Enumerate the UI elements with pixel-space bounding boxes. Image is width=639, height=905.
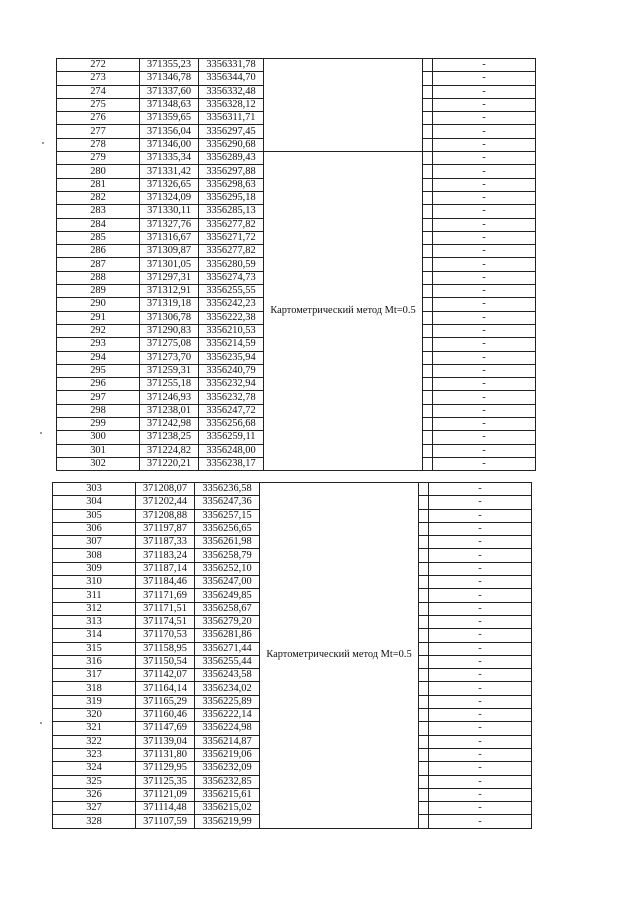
coordinate-x: 371150,54 bbox=[136, 655, 195, 668]
column-gap bbox=[423, 245, 433, 258]
column-gap bbox=[419, 629, 429, 642]
point-number: 286 bbox=[57, 245, 140, 258]
coordinate-y: 3356331,78 bbox=[199, 59, 264, 72]
accuracy-value: - bbox=[429, 788, 532, 801]
accuracy-value: - bbox=[429, 735, 532, 748]
coordinate-x: 371337,60 bbox=[140, 85, 199, 98]
accuracy-value: - bbox=[433, 165, 536, 178]
coordinate-y: 3356214,59 bbox=[199, 338, 264, 351]
accuracy-value: - bbox=[429, 762, 532, 775]
accuracy-value: - bbox=[429, 602, 532, 615]
coordinate-x: 371164,14 bbox=[136, 682, 195, 695]
coordinate-y: 3356259,11 bbox=[199, 431, 264, 444]
coordinate-x: 371147,69 bbox=[136, 722, 195, 735]
accuracy-value: - bbox=[433, 85, 536, 98]
coordinate-x: 371316,67 bbox=[140, 231, 199, 244]
point-number: 289 bbox=[57, 285, 140, 298]
coordinate-x: 371356,04 bbox=[140, 125, 199, 138]
scan-speck bbox=[40, 722, 42, 724]
point-number: 288 bbox=[57, 271, 140, 284]
column-gap bbox=[419, 509, 429, 522]
point-number: 282 bbox=[57, 191, 140, 204]
coordinate-y: 3356255,55 bbox=[199, 285, 264, 298]
column-gap bbox=[423, 271, 433, 284]
column-gap bbox=[423, 191, 433, 204]
accuracy-value: - bbox=[433, 245, 536, 258]
accuracy-value: - bbox=[433, 205, 536, 218]
coordinate-x: 371183,24 bbox=[136, 549, 195, 562]
accuracy-value: - bbox=[429, 496, 532, 509]
coordinate-x: 371158,95 bbox=[136, 642, 195, 655]
accuracy-value: - bbox=[429, 655, 532, 668]
point-number: 302 bbox=[57, 457, 140, 470]
coordinate-y: 3356248,00 bbox=[199, 444, 264, 457]
column-gap bbox=[419, 709, 429, 722]
point-number: 305 bbox=[53, 509, 136, 522]
accuracy-value: - bbox=[429, 536, 532, 549]
accuracy-value: - bbox=[433, 72, 536, 85]
coordinate-x: 371238,25 bbox=[140, 431, 199, 444]
point-number: 292 bbox=[57, 324, 140, 337]
point-number: 281 bbox=[57, 178, 140, 191]
coordinate-x: 371238,01 bbox=[140, 404, 199, 417]
coordinate-y: 3356215,02 bbox=[195, 802, 260, 815]
point-number: 275 bbox=[57, 98, 140, 111]
coordinate-y: 3356295,18 bbox=[199, 191, 264, 204]
accuracy-value: - bbox=[429, 682, 532, 695]
coordinate-x: 371242,98 bbox=[140, 418, 199, 431]
column-gap bbox=[419, 735, 429, 748]
point-number: 273 bbox=[57, 72, 140, 85]
coordinate-y: 3356297,45 bbox=[199, 125, 264, 138]
coordinate-y: 3356277,82 bbox=[199, 245, 264, 258]
point-number: 317 bbox=[53, 669, 136, 682]
column-gap bbox=[419, 762, 429, 775]
table-row bbox=[57, 152, 536, 165]
column-gap bbox=[419, 483, 429, 496]
coordinate-y: 3356311,71 bbox=[199, 112, 264, 125]
point-number: 299 bbox=[57, 418, 140, 431]
coordinate-y: 3356280,59 bbox=[199, 258, 264, 271]
point-number: 311 bbox=[53, 589, 136, 602]
method-cell: Картометрический метод Mt=0.5 bbox=[264, 152, 423, 471]
coordinate-x: 371142,07 bbox=[136, 669, 195, 682]
accuracy-value: - bbox=[429, 615, 532, 628]
column-gap bbox=[419, 589, 429, 602]
coordinate-y: 3356234,02 bbox=[195, 682, 260, 695]
point-number: 297 bbox=[57, 391, 140, 404]
accuracy-value: - bbox=[429, 815, 532, 828]
point-number: 316 bbox=[53, 655, 136, 668]
accuracy-value: - bbox=[429, 709, 532, 722]
accuracy-value: - bbox=[433, 404, 536, 417]
column-gap bbox=[423, 364, 433, 377]
point-number: 328 bbox=[53, 815, 136, 828]
coordinate-y: 3356332,48 bbox=[199, 85, 264, 98]
coordinate-y: 3356271,72 bbox=[199, 231, 264, 244]
coordinate-x: 371309,87 bbox=[140, 245, 199, 258]
column-gap bbox=[419, 722, 429, 735]
coordinate-x: 371297,31 bbox=[140, 271, 199, 284]
column-gap bbox=[419, 802, 429, 815]
column-gap bbox=[419, 536, 429, 549]
scan-speck bbox=[42, 142, 44, 144]
column-gap bbox=[423, 404, 433, 417]
coordinate-y: 3356210,53 bbox=[199, 324, 264, 337]
point-number: 279 bbox=[57, 152, 140, 165]
accuracy-value: - bbox=[429, 722, 532, 735]
accuracy-value: - bbox=[433, 125, 536, 138]
coordinate-x: 371197,87 bbox=[136, 522, 195, 535]
coordinate-x: 371170,53 bbox=[136, 629, 195, 642]
coordinate-y: 3356258,79 bbox=[195, 549, 260, 562]
column-gap bbox=[423, 378, 433, 391]
coordinate-x: 371165,29 bbox=[136, 695, 195, 708]
point-number: 274 bbox=[57, 85, 140, 98]
accuracy-value: - bbox=[433, 98, 536, 111]
column-gap bbox=[423, 285, 433, 298]
point-number: 284 bbox=[57, 218, 140, 231]
accuracy-value: - bbox=[429, 695, 532, 708]
accuracy-value: - bbox=[433, 431, 536, 444]
coordinate-x: 371312,91 bbox=[140, 285, 199, 298]
accuracy-value: - bbox=[433, 271, 536, 284]
coordinate-y: 3356219,99 bbox=[195, 815, 260, 828]
accuracy-value: - bbox=[433, 457, 536, 470]
column-gap bbox=[423, 152, 433, 165]
column-gap bbox=[419, 815, 429, 828]
accuracy-value: - bbox=[429, 509, 532, 522]
coordinate-y: 3356249,85 bbox=[195, 589, 260, 602]
coordinate-y: 3356257,15 bbox=[195, 509, 260, 522]
coordinate-y: 3356232,78 bbox=[199, 391, 264, 404]
coordinate-y: 3356232,94 bbox=[199, 378, 264, 391]
point-number: 304 bbox=[53, 496, 136, 509]
coordinate-x: 371208,88 bbox=[136, 509, 195, 522]
column-gap bbox=[419, 562, 429, 575]
column-gap bbox=[423, 178, 433, 191]
coordinate-x: 371246,93 bbox=[140, 391, 199, 404]
point-number: 307 bbox=[53, 536, 136, 549]
coordinate-x: 371324,09 bbox=[140, 191, 199, 204]
column-gap bbox=[419, 788, 429, 801]
coordinate-x: 371187,33 bbox=[136, 536, 195, 549]
coordinate-y: 3356258,67 bbox=[195, 602, 260, 615]
table-row bbox=[53, 483, 532, 496]
coordinate-x: 371327,76 bbox=[140, 218, 199, 231]
coordinate-y: 3356225,89 bbox=[195, 695, 260, 708]
lower-table-body bbox=[53, 483, 532, 829]
point-number: 322 bbox=[53, 735, 136, 748]
coordinate-y: 3356242,23 bbox=[199, 298, 264, 311]
accuracy-value: - bbox=[429, 483, 532, 496]
column-gap bbox=[423, 351, 433, 364]
point-number: 313 bbox=[53, 615, 136, 628]
accuracy-value: - bbox=[433, 298, 536, 311]
coordinate-x: 371346,78 bbox=[140, 72, 199, 85]
coordinate-x: 371306,78 bbox=[140, 311, 199, 324]
coordinate-y: 3356252,10 bbox=[195, 562, 260, 575]
point-number: 278 bbox=[57, 138, 140, 151]
coordinate-x: 371129,95 bbox=[136, 762, 195, 775]
coordinate-x: 371121,09 bbox=[136, 788, 195, 801]
point-number: 277 bbox=[57, 125, 140, 138]
column-gap bbox=[423, 298, 433, 311]
accuracy-value: - bbox=[433, 324, 536, 337]
point-number: 310 bbox=[53, 576, 136, 589]
coordinate-x: 371301,05 bbox=[140, 258, 199, 271]
coordinate-x: 371259,31 bbox=[140, 364, 199, 377]
coordinate-y: 3356222,14 bbox=[195, 709, 260, 722]
coordinate-y: 3356271,44 bbox=[195, 642, 260, 655]
accuracy-value: - bbox=[433, 178, 536, 191]
accuracy-value: - bbox=[433, 311, 536, 324]
point-number: 300 bbox=[57, 431, 140, 444]
point-number: 314 bbox=[53, 629, 136, 642]
column-gap bbox=[419, 602, 429, 615]
coordinate-x: 371139,04 bbox=[136, 735, 195, 748]
point-number: 290 bbox=[57, 298, 140, 311]
point-number: 295 bbox=[57, 364, 140, 377]
coordinate-y: 3356247,00 bbox=[195, 576, 260, 589]
coordinate-x: 371331,42 bbox=[140, 165, 199, 178]
coordinate-y: 3356247,72 bbox=[199, 404, 264, 417]
column-gap bbox=[423, 165, 433, 178]
point-number: 315 bbox=[53, 642, 136, 655]
coordinate-x: 371220,21 bbox=[140, 457, 199, 470]
coordinate-x: 371171,51 bbox=[136, 602, 195, 615]
accuracy-value: - bbox=[429, 549, 532, 562]
coordinate-x: 371290,83 bbox=[140, 324, 199, 337]
point-number: 276 bbox=[57, 112, 140, 125]
accuracy-value: - bbox=[433, 138, 536, 151]
coordinate-y: 3356215,61 bbox=[195, 788, 260, 801]
column-gap bbox=[419, 682, 429, 695]
column-gap bbox=[423, 85, 433, 98]
coordinate-x: 371275,08 bbox=[140, 338, 199, 351]
coordinates-table-lower bbox=[52, 482, 532, 829]
column-gap bbox=[423, 311, 433, 324]
accuracy-value: - bbox=[429, 775, 532, 788]
table-row bbox=[57, 59, 536, 72]
point-number: 287 bbox=[57, 258, 140, 271]
coordinate-y: 3356232,09 bbox=[195, 762, 260, 775]
point-number: 318 bbox=[53, 682, 136, 695]
coordinate-y: 3356277,82 bbox=[199, 218, 264, 231]
accuracy-value: - bbox=[433, 191, 536, 204]
coordinate-y: 3356256,68 bbox=[199, 418, 264, 431]
column-gap bbox=[423, 231, 433, 244]
column-gap bbox=[419, 522, 429, 535]
coordinate-y: 3356224,98 bbox=[195, 722, 260, 735]
coordinate-y: 3356281,86 bbox=[195, 629, 260, 642]
coordinate-y: 3356274,73 bbox=[199, 271, 264, 284]
accuracy-value: - bbox=[433, 59, 536, 72]
accuracy-value: - bbox=[433, 231, 536, 244]
column-gap bbox=[423, 112, 433, 125]
point-number: 319 bbox=[53, 695, 136, 708]
accuracy-value: - bbox=[429, 562, 532, 575]
point-number: 321 bbox=[53, 722, 136, 735]
method-cell bbox=[264, 59, 423, 152]
coordinate-x: 371160,46 bbox=[136, 709, 195, 722]
accuracy-value: - bbox=[433, 364, 536, 377]
point-number: 324 bbox=[53, 762, 136, 775]
coordinate-x: 371319,18 bbox=[140, 298, 199, 311]
coordinate-x: 371273,70 bbox=[140, 351, 199, 364]
accuracy-value: - bbox=[429, 629, 532, 642]
column-gap bbox=[423, 59, 433, 72]
coordinate-x: 371174,51 bbox=[136, 615, 195, 628]
coordinate-x: 371330,11 bbox=[140, 205, 199, 218]
coordinate-y: 3356344,70 bbox=[199, 72, 264, 85]
accuracy-value: - bbox=[429, 589, 532, 602]
point-number: 323 bbox=[53, 748, 136, 761]
coordinate-y: 3356219,06 bbox=[195, 748, 260, 761]
point-number: 306 bbox=[53, 522, 136, 535]
coordinate-y: 3356298,63 bbox=[199, 178, 264, 191]
point-number: 294 bbox=[57, 351, 140, 364]
point-number: 325 bbox=[53, 775, 136, 788]
column-gap bbox=[423, 324, 433, 337]
scan-speck bbox=[40, 432, 42, 434]
coordinate-x: 371202,44 bbox=[136, 496, 195, 509]
accuracy-value: - bbox=[433, 444, 536, 457]
column-gap bbox=[423, 444, 433, 457]
coordinate-y: 3356297,88 bbox=[199, 165, 264, 178]
accuracy-value: - bbox=[433, 418, 536, 431]
column-gap bbox=[419, 775, 429, 788]
accuracy-value: - bbox=[433, 378, 536, 391]
column-gap bbox=[423, 125, 433, 138]
point-number: 309 bbox=[53, 562, 136, 575]
coordinate-x: 371348,63 bbox=[140, 98, 199, 111]
point-number: 280 bbox=[57, 165, 140, 178]
coordinate-y: 3356240,79 bbox=[199, 364, 264, 377]
column-gap bbox=[423, 72, 433, 85]
column-gap bbox=[423, 218, 433, 231]
point-number: 298 bbox=[57, 404, 140, 417]
accuracy-value: - bbox=[429, 576, 532, 589]
accuracy-value: - bbox=[429, 642, 532, 655]
column-gap bbox=[419, 748, 429, 761]
point-number: 327 bbox=[53, 802, 136, 815]
coordinate-x: 371326,65 bbox=[140, 178, 199, 191]
coordinate-y: 3356243,58 bbox=[195, 669, 260, 682]
point-number: 296 bbox=[57, 378, 140, 391]
column-gap bbox=[423, 391, 433, 404]
coordinate-y: 3356255,44 bbox=[195, 655, 260, 668]
coordinate-y: 3356328,12 bbox=[199, 98, 264, 111]
column-gap bbox=[419, 496, 429, 509]
coordinate-y: 3356222,38 bbox=[199, 311, 264, 324]
coordinate-y: 3356247,36 bbox=[195, 496, 260, 509]
coordinate-y: 3356232,85 bbox=[195, 775, 260, 788]
coordinates-table-upper bbox=[56, 58, 536, 471]
column-gap bbox=[423, 205, 433, 218]
column-gap bbox=[419, 615, 429, 628]
point-number: 291 bbox=[57, 311, 140, 324]
coordinate-y: 3356214,87 bbox=[195, 735, 260, 748]
coordinate-x: 371255,18 bbox=[140, 378, 199, 391]
accuracy-value: - bbox=[429, 669, 532, 682]
point-number: 293 bbox=[57, 338, 140, 351]
column-gap bbox=[423, 338, 433, 351]
column-gap bbox=[419, 576, 429, 589]
column-gap bbox=[423, 258, 433, 271]
accuracy-value: - bbox=[433, 258, 536, 271]
coordinate-x: 371355,23 bbox=[140, 59, 199, 72]
column-gap bbox=[423, 431, 433, 444]
coordinate-y: 3356289,43 bbox=[199, 152, 264, 165]
accuracy-value: - bbox=[429, 802, 532, 815]
method-cell: Картометрический метод Mt=0.5 bbox=[260, 483, 419, 829]
coordinate-x: 371187,14 bbox=[136, 562, 195, 575]
accuracy-value: - bbox=[433, 285, 536, 298]
accuracy-value: - bbox=[433, 152, 536, 165]
column-gap bbox=[423, 138, 433, 151]
accuracy-value: - bbox=[429, 748, 532, 761]
accuracy-value: - bbox=[433, 351, 536, 364]
coordinate-x: 371346,00 bbox=[140, 138, 199, 151]
coordinate-x: 371107,59 bbox=[136, 815, 195, 828]
column-gap bbox=[423, 457, 433, 470]
accuracy-value: - bbox=[433, 338, 536, 351]
accuracy-value: - bbox=[433, 112, 536, 125]
coordinate-y: 3356285,13 bbox=[199, 205, 264, 218]
coordinate-x: 371359,65 bbox=[140, 112, 199, 125]
column-gap bbox=[419, 695, 429, 708]
column-gap bbox=[419, 642, 429, 655]
coordinate-y: 3356290,68 bbox=[199, 138, 264, 151]
column-gap bbox=[419, 549, 429, 562]
coordinate-y: 3356238,17 bbox=[199, 457, 264, 470]
column-gap bbox=[423, 98, 433, 111]
coordinate-y: 3356235,94 bbox=[199, 351, 264, 364]
column-gap bbox=[423, 418, 433, 431]
coordinate-y: 3356256,65 bbox=[195, 522, 260, 535]
coordinate-y: 3356279,20 bbox=[195, 615, 260, 628]
column-gap bbox=[419, 655, 429, 668]
point-number: 272 bbox=[57, 59, 140, 72]
point-number: 303 bbox=[53, 483, 136, 496]
coordinate-x: 371184,46 bbox=[136, 576, 195, 589]
point-number: 285 bbox=[57, 231, 140, 244]
coordinate-x: 371171,69 bbox=[136, 589, 195, 602]
coordinate-x: 371224,82 bbox=[140, 444, 199, 457]
point-number: 301 bbox=[57, 444, 140, 457]
point-number: 326 bbox=[53, 788, 136, 801]
coordinate-x: 371114,48 bbox=[136, 802, 195, 815]
accuracy-value: - bbox=[429, 522, 532, 535]
column-gap bbox=[419, 669, 429, 682]
coordinate-x: 371131,80 bbox=[136, 748, 195, 761]
point-number: 283 bbox=[57, 205, 140, 218]
coordinate-x: 371208,07 bbox=[136, 483, 195, 496]
coordinate-x: 371335,34 bbox=[140, 152, 199, 165]
upper-table-body bbox=[57, 59, 536, 471]
accuracy-value: - bbox=[433, 391, 536, 404]
point-number: 308 bbox=[53, 549, 136, 562]
coordinate-y: 3356236,58 bbox=[195, 483, 260, 496]
accuracy-value: - bbox=[433, 218, 536, 231]
point-number: 312 bbox=[53, 602, 136, 615]
coordinate-y: 3356261,98 bbox=[195, 536, 260, 549]
coordinate-x: 371125,35 bbox=[136, 775, 195, 788]
point-number: 320 bbox=[53, 709, 136, 722]
